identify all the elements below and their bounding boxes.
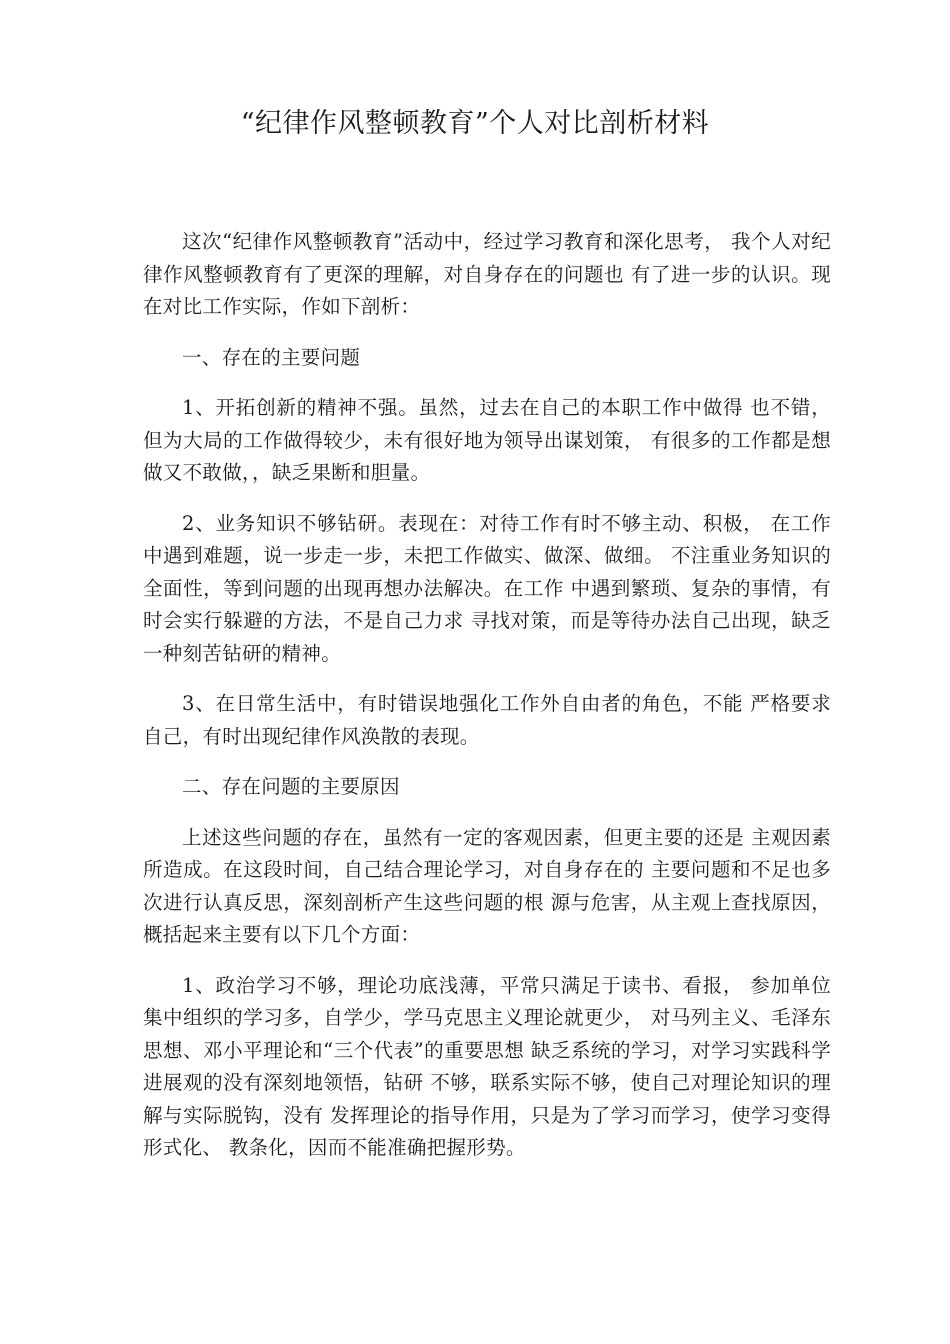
problem-item-3: 3、在日常生活中，有时错误地强化工作外自由者的角色，不能 严格要求自己，有时出现纪律作风涣散的表现。 — [143, 692, 831, 748]
document-body — [143, 226, 831, 1183]
problem-item-1: 1、开拓创新的精神不强。虽然，过去在自己的本职工作中做得 也不错，但为大局的工作做得较少，未有很好地为领导出谋划策， 有很多的工作都是想做又不敢做，，缺乏果断和胆量。 — [143, 396, 831, 484]
intro-paragraph: 这次“纪律作风整顿教育”活动中，经过学习教育和深化思考， 我个人对纪律作风整顿教育有了更深的理解，对自身存在的问题也 有了进一步的认识。现在对比工作实际，作如下剖析： — [143, 230, 831, 318]
cause-item-1: 1、政治学习不够，理论功底浅薄，平常只满足于读书、看报， 参加单位集中组织的学习多，自学少，学马克思主义理论就更少， 对马列主义、毛泽东思想、邓小平理论和“三个代表”的重要思想 缺乏系统的学习，对学习实践科学进展观的没有深刻地领悟，钻研 不够，联系实际不够，使自己对理论知识的理解与实际脱钩，没有 发挥理论的指导作用，只是为了学习而学习，使学习变得形式化、 教条化，因而不能准确把握形势。 — [143, 973, 831, 1159]
section-heading-causes: 二、存在问题的主要原因 — [182, 775, 400, 798]
causes-intro-paragraph: 上述这些问题的存在，虽然有一定的客观因素，但更主要的还是 主观因素所造成。在这段时间，自己结合理论学习，对自身存在的 主要问题和不足也多次进行认真反思，深刻剖析产生这些问题的根 源与危害，从主观上查找原因，概括起来主要有以下几个方面： — [143, 825, 831, 946]
problem-item-2: 2、业务知识不够钻研。表现在：对待工作有时不够主动、积极， 在工作中遇到难题，说一步走一步，未把工作做实、做深、做细。 不注重业务知识的全面性，等到问题的出现再想办法解决。在工作 中遇到繁琐、复杂的事情，有时会实行躲避的方法，不是自己力求 寻找对策，而是等待办法自己出现，缺乏一种刻苦钻研的精神。 — [143, 511, 831, 665]
section-heading-problems: 一、存在的主要问题 — [182, 345, 361, 369]
document-title: “纪律作风整顿教育”个人对比剖析材料 — [240, 108, 710, 139]
